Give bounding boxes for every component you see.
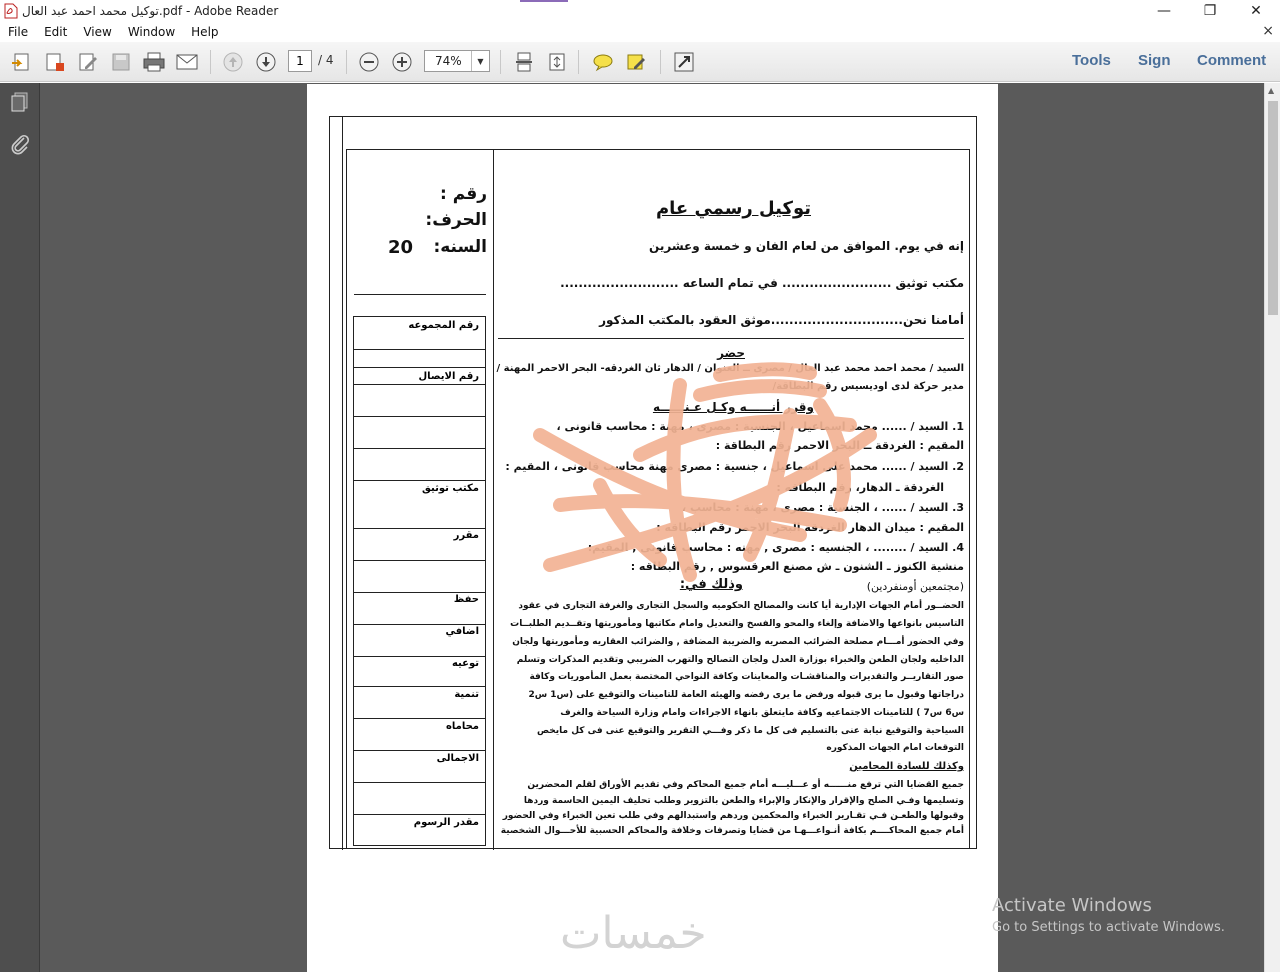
table-row [354,528,485,529]
ref-letter-label: الحرف: [425,210,487,230]
save-icon[interactable] [108,50,134,74]
khamsat-watermark: خمسات [560,908,707,959]
body-line: وفي الحضور أمـــام مصلحة الضرائب المصريه والضريبة المضافة , والضرائب العقاريه ومأموريتها ولجان [512,637,964,647]
fees-label-office: مكتب توثيق [421,483,479,494]
doc-line-notary: أمامنا نحن.............................موثق العقود بالمكتب المذكور [599,313,964,327]
table-row [354,656,485,657]
body-line: الحضــور أمام الجهات الإدارية أيا كانت والمصالح الحكوميه والسجل التجارى والغرفة التجارى في عقود [518,601,964,611]
fees-label-total: الاجمالى [436,753,479,764]
body-line: التاسيس بانواعها والاضافة وإلغاء والمحو والفسخ والتعديل وامام مكاتبها ومأموريتها وتقــديم الطلبــات [510,619,964,629]
table-row [354,480,485,481]
fees-label-group-no: رقم المجموعه [408,320,479,331]
tools-pane-button[interactable]: Tools [1072,52,1111,69]
agent-2-line-1: 2. السيد / ...... محمد على اسماعيل ، جنسية : مصرى مهنة محاسب قانونى ، المقيم : [505,460,964,473]
body-line: السياحية والتوقيع نيابة عنى بالتسليم فى كل ما ذكر وفـــي التقرير والتوقيع عنى فى كل مايخص [536,726,964,736]
fees-label-keep: حفظ [453,594,479,605]
page-number-input[interactable]: 1 [288,50,312,72]
zoom-out-icon[interactable] [356,50,382,74]
table-row [354,384,485,385]
frame-divider [493,150,494,850]
toolbar-separator [500,50,501,74]
table-row [354,624,485,625]
table-row [354,416,485,417]
agent-1-line-2: المقيم : الغردقة ــ البحر الاحمر رقم البطاقة : [715,439,964,452]
body-line: س6 س7 ) للتامينات الاجتماعيه وكافة مايتعلق بانهاء الاجراءات وامام وزارة السياحة والغرف [560,708,964,718]
minimize-button[interactable]: — [1157,3,1171,19]
agent-2-line-2: الغردقة ـ الدهار، رقم البطاقه : [776,481,944,494]
toolbar-separator [660,50,661,74]
chevron-down-icon[interactable]: ▼ [471,51,489,71]
agent-3-line-2: المقيم : ميدان الدهار الغردقة البحر الاحمر رقم البطاقه : [656,521,964,534]
fees-label-fees: مقدر الرسوم [413,817,479,828]
document-title: توكيل رسمي عام [655,198,811,219]
activate-windows-title: Activate Windows [992,895,1152,916]
pdf-file-icon [4,3,18,19]
edit-pdf-icon[interactable] [75,50,101,74]
menu-edit[interactable]: Edit [44,25,68,39]
maximize-button[interactable]: ❐ [1203,3,1217,19]
menu-file[interactable]: File [8,25,29,39]
agent-4-line-2: منشية الكنوز ـ الشنون ـ ش مصنع العرقسوس , رقم البطاقه : [630,560,964,573]
body-line: أمام جميع المحاكــــم بكافة أنـواعـــهـا من قضايا وتصرفات وخلافة والمحاكم الحسبية للأحـــوال الشخصية [500,826,964,836]
doc-line-date: إنه في يوم. الموافق من لعام الفان و خمسة وعشرين [649,239,964,253]
sign-pane-button[interactable]: Sign [1138,52,1171,69]
menu-view[interactable]: View [83,25,112,39]
body-line: دراجاتها وقبول ما يرى قبوله ورفض ما يرى رفضه والهيئه العامة للتامينات والتوقيع على (س1 س2 [528,690,964,700]
table-row [354,718,485,719]
print-icon[interactable] [141,50,167,74]
toolbar-separator [578,50,579,74]
table-row [354,782,485,783]
fees-label-receipt-no: رقم الايصال [418,371,479,382]
table-row [354,560,485,561]
in-that-heading: وذلك في: [679,577,743,592]
divider-line [498,338,964,339]
scrollbar-thumb[interactable] [1268,101,1278,315]
menu-bar [0,22,1280,42]
zoom-in-icon[interactable] [389,50,415,74]
jointly-note: (مجتمعين أومنفردين) [866,580,964,593]
comment-pane-button[interactable]: Comment [1197,52,1267,69]
fit-page-icon[interactable] [544,50,570,74]
window-title: توكيل محمد احمد عبد العال.pdf - Adobe Reader [22,4,279,18]
toolbar-separator [346,50,347,74]
table-row [354,686,485,687]
attended-heading: حضر [717,346,745,360]
fees-label-lawyer: محاماه [445,721,479,732]
vertical-scrollbar[interactable] [1264,83,1280,972]
body-line: وقبولها والطعـن فـي تقـارير الخبراء والمحكمين وردهم واستبدالهم وفي طلب تعين الخبراء وفي الحضور [502,811,964,821]
redaction-scribble [520,355,890,585]
menu-window[interactable]: Window [127,25,176,39]
fees-label-additional: اضافي [445,626,479,637]
close-document-button[interactable]: × [1262,23,1274,39]
highlight-text-icon[interactable] [623,50,649,74]
body-line: صور التقاريــر والتقديرات والمناقشـات والمعاينات وكافة النواحي المختصة بعمل المأموريات وكافة [529,672,964,682]
table-row [354,814,485,815]
page-thumbnails-icon[interactable] [9,91,31,113]
doc-line-office: مكتب توثيق ........................ في تمام الساعه .......................... [560,276,964,290]
divider-line [354,294,486,295]
agent-1-line-1: 1. السيد / ...... محمد اسماعيل ، الجنسية : مصرى ، مهنة : محاسب قانونى ، [556,420,964,433]
zoom-select[interactable] [424,50,490,72]
email-icon[interactable] [174,50,200,74]
declared-heading: وقرر أنــــــه وكـل عـنــــــه [652,400,814,414]
sticky-note-icon[interactable] [590,50,616,74]
activate-windows-subtitle: Go to Settings to activate Windows. [992,920,1225,935]
next-page-icon[interactable] [253,50,279,74]
menu-help[interactable]: Help [191,25,219,39]
body-line: الداخليه ولجان الطعن والخبراء بوزارة العدل ولجان التصالح والتهرب الضريبي وتقديم المذكرات وتسلم [516,655,964,665]
create-pdf-icon[interactable] [8,50,34,74]
toolbar-separator [210,50,211,74]
export-pdf-icon[interactable] [42,50,68,74]
page-total-label: / 4 [318,53,334,67]
fees-label-development: تنمية [454,689,479,700]
table-row [354,592,485,593]
agent-4-line-1: 4. السيد / ........ ، الجنسيه : مصرى , مهنه : محاسب قانونى , المقيم: [587,541,964,554]
ref-year-value: 20 [388,237,414,258]
lawyers-heading: وكذلك للسادة المحامين [849,761,964,772]
body-line: جميع القضايا التي ترفع منــــــه أو عـــليـــه أمام جميع المحاكم وفي تقديم الأوراق لقلم المحضرين [527,780,964,790]
fees-label-decision: مقرر [453,530,479,541]
principal-line-1: السيد / محمد احمد محمد عبد العال / مصرى ــ العنوان / الدهار ثان الغردقه- البحر الاحمر المهنة / [496,363,964,374]
table-row [354,367,485,368]
fees-label-awareness: توعيه [451,658,479,669]
close-button[interactable]: ✕ [1250,3,1262,19]
attachments-icon[interactable] [9,133,31,155]
ref-year-label: السنه: [433,237,487,257]
body-line: التوقعات امام الجهات المذكوره [826,743,964,753]
zoom-value: 74% [435,54,462,68]
title-bar [0,0,1280,22]
body-line: وتسليمها وفـي الصلح والإقرار والإنكار والإبراء والطعن بالتزوير وطلب تحليف اليمين الحاسمة وردها [523,796,964,806]
table-row [354,448,485,449]
scroll-up-icon[interactable]: ▲ [1268,86,1275,95]
fees-table [353,316,486,846]
principal-line-2: مدير حركة لدى اوديسيس رقم البطاقة/ [772,381,964,392]
expand-icon[interactable] [671,50,697,74]
table-row [354,750,485,751]
title-accent-strip [520,0,568,2]
frame-divider [342,117,343,850]
ref-number-label: رقم : [440,184,487,204]
previous-page-icon[interactable] [220,50,246,74]
scrolling-mode-icon[interactable] [511,50,537,74]
navigation-pane [0,83,40,972]
agent-3-line-1: 3. السيد / ...... ، الجنسية : مصرى ، مهنة : محاسب ، [682,501,964,514]
table-row [354,349,485,350]
